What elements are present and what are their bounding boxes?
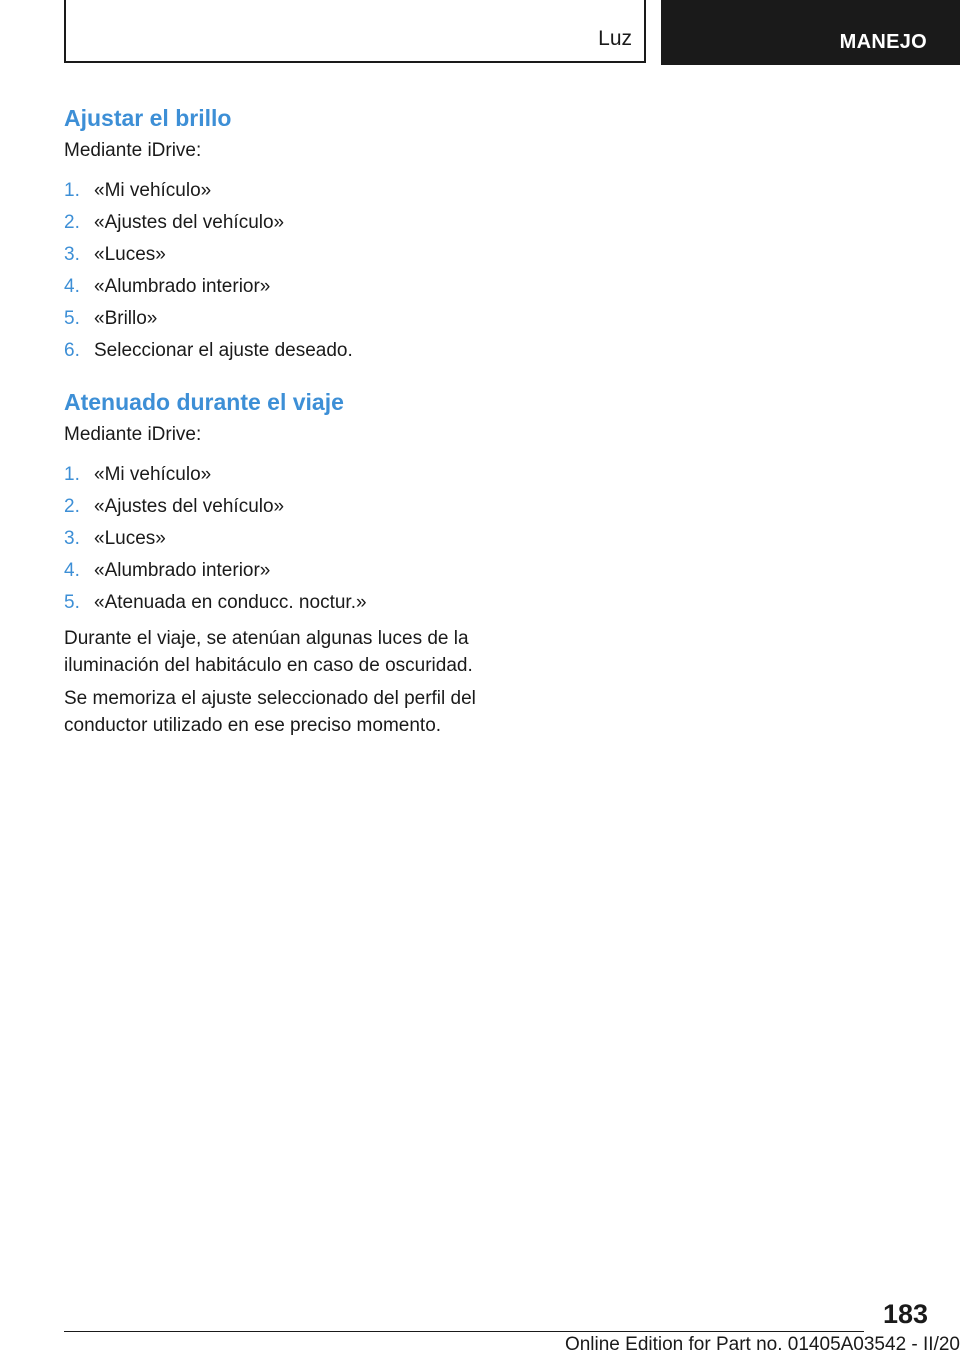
- header-chapter-tab: [661, 0, 960, 65]
- body-paragraph: Se memoriza el ajuste seleccionado del perfil del conductor utilizado en ese preciso momento.: [64, 688, 476, 736]
- step-text: «Mi vehículo»: [94, 180, 212, 201]
- step-number: 3.: [64, 528, 80, 549]
- list-item: [64, 303, 504, 335]
- section-adjust-brightness: [64, 100, 504, 367]
- list-item: [64, 459, 504, 491]
- footer-divider: [64, 1331, 864, 1332]
- steps-list: [64, 459, 504, 619]
- section-title: Ajustar el brillo: [64, 105, 232, 131]
- section-title: Atenuado durante el viaje: [64, 389, 344, 415]
- list-item: [64, 587, 504, 619]
- list-item: [64, 491, 504, 523]
- step-number: 2.: [64, 496, 80, 517]
- header-section-box: [64, 0, 646, 63]
- step-number: 5.: [64, 308, 80, 329]
- list-item: [64, 335, 504, 367]
- header-section-label: Luz: [598, 27, 632, 50]
- page-content: [64, 100, 504, 739]
- step-text: «Ajustes del vehículo»: [94, 496, 285, 517]
- list-item: [64, 239, 504, 271]
- step-number: 6.: [64, 340, 80, 361]
- step-text: «Alumbrado interior»: [94, 276, 271, 297]
- step-text: «Brillo»: [94, 308, 158, 329]
- step-number: 1.: [64, 464, 80, 485]
- step-text: «Luces»: [94, 244, 166, 265]
- page-number: 183: [882, 1299, 928, 1329]
- step-number: 4.: [64, 560, 80, 581]
- section-night-dimming: [64, 384, 504, 739]
- step-number: 3.: [64, 244, 80, 265]
- step-text: «Mi vehículo»: [94, 464, 212, 485]
- steps-list: [64, 175, 504, 367]
- list-item: [64, 175, 504, 207]
- step-number: 2.: [64, 212, 80, 233]
- step-text: «Luces»: [94, 528, 166, 549]
- header-chapter-label: MANEJO: [839, 31, 927, 53]
- list-item: [64, 523, 504, 555]
- section-intro: Mediante iDrive:: [64, 140, 202, 161]
- list-item: [64, 207, 504, 239]
- step-number: 5.: [64, 592, 80, 613]
- step-text: «Atenuada en conducc. noctur.»: [94, 592, 367, 613]
- step-number: 1.: [64, 180, 80, 201]
- step-text: «Ajustes del vehículo»: [94, 212, 285, 233]
- step-text: «Alumbrado interior»: [94, 560, 271, 581]
- body-paragraph: Durante el viaje, se atenúan algunas luces de la iluminación del habitáculo en caso de oscuridad.: [64, 628, 473, 676]
- list-item: [64, 555, 504, 587]
- step-number: 4.: [64, 276, 80, 297]
- section-intro: Mediante iDrive:: [64, 424, 202, 445]
- footer-edition-text: Online Edition for Part no. 01405A03542 - II/20: [564, 1334, 960, 1355]
- step-text: Seleccionar el ajuste deseado.: [94, 340, 353, 361]
- list-item: [64, 271, 504, 303]
